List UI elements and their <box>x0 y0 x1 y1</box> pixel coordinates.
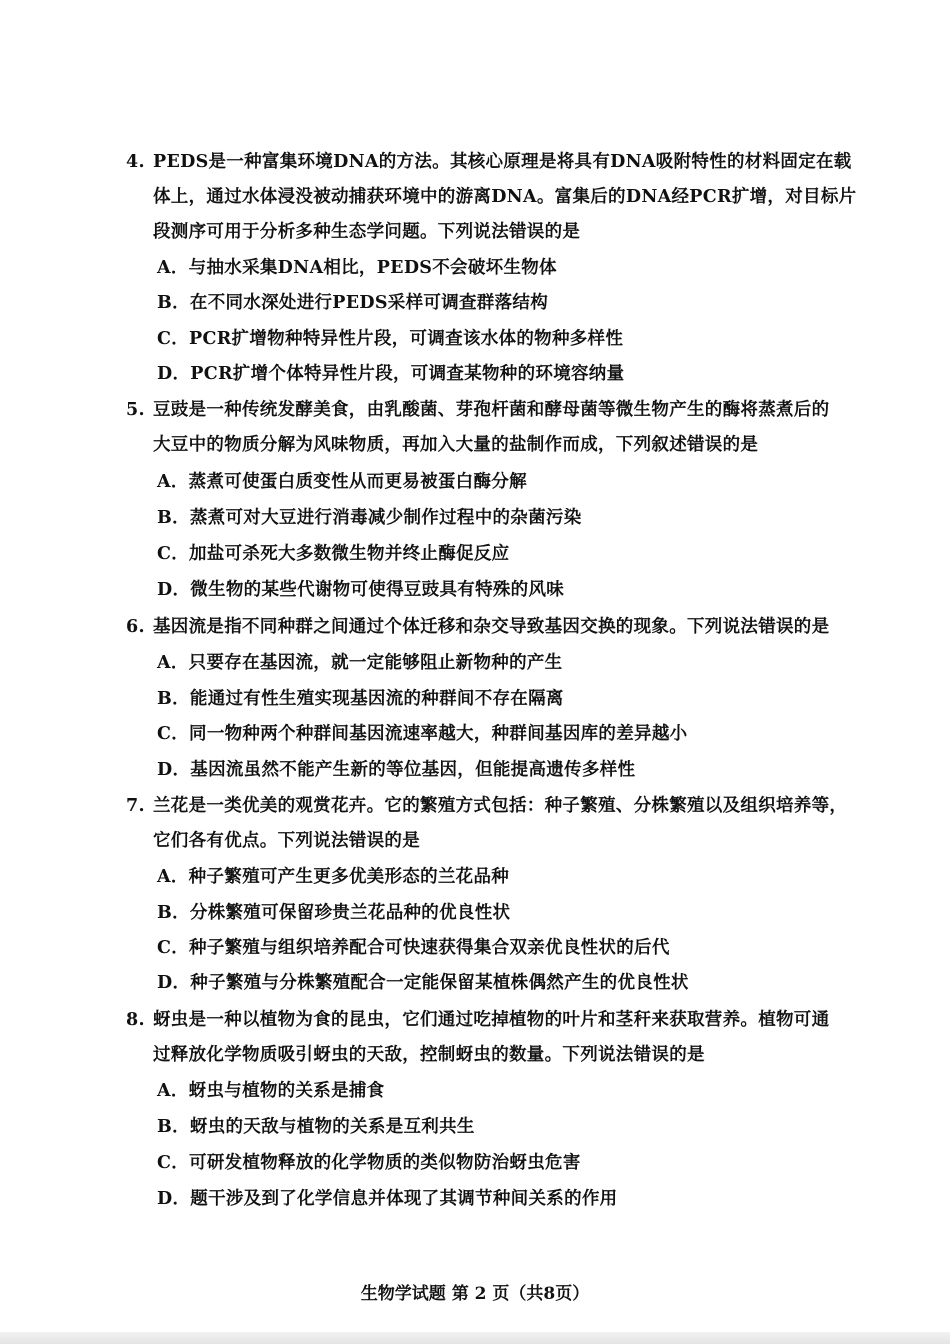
option-b: B．在不同水深处进行PEDS采样可调查群落结构 <box>157 293 549 313</box>
question-stem-line: 它们各有优点。下列说法错误的是 <box>153 831 420 851</box>
option-c: C．种子繁殖与组织培养配合可快速获得集合双亲优良性状的后代 <box>157 938 670 958</box>
question-number: 7. <box>126 796 145 816</box>
question-stem-line: 体上，通过水体浸没被动捕获环境中的游离DNA。富集后的DNA经PCR扩增，对目标片 <box>153 187 857 207</box>
option-b: B．能通过有性生殖实现基因流的种群间不存在隔离 <box>157 689 564 709</box>
question-stem-line: 豆豉是一种传统发酵美食，由乳酸菌、芽孢杆菌和酵母菌等微生物产生的酶将蒸煮后的 <box>153 400 830 420</box>
option-d: D．题干涉及到了化学信息并体现了其调节种间关系的作用 <box>157 1189 618 1209</box>
option-d: D．种子繁殖与分株繁殖配合一定能保留某植株偶然产生的优良性状 <box>157 973 689 993</box>
question-stem-line: 基因流是指不同种群之间通过个体迁移和杂交导致基因交换的现象。下列说法错误的是 <box>153 617 830 637</box>
question-stem-line: 过释放化学物质吸引蚜虫的天敌，控制蚜虫的数量。下列说法错误的是 <box>153 1045 705 1065</box>
question-stem-line: 段测序可用于分析多种生态学问题。下列说法错误的是 <box>153 222 581 242</box>
question-stem-line: PEDS是一种富集环境DNA的方法。其核心原理是将具有DNA吸附特性的材料固定在载 <box>153 152 852 172</box>
option-c: C．可研发植物释放的化学物质的类似物防治蚜虫危害 <box>157 1153 581 1173</box>
question-stem-line: 兰花是一类优美的观赏花卉。它的繁殖方式包括：种子繁殖、分株繁殖以及组织培养等， <box>153 796 848 816</box>
option-d: D．基因流虽然不能产生新的等位基因，但能提高遗传多样性 <box>157 760 636 780</box>
option-d: D．PCR扩增个体特异性片段，可调查某物种的环境容纳量 <box>157 364 625 384</box>
question-stem-line: 大豆中的物质分解为风味物质，再加入大量的盐制作而成，下列叙述错误的是 <box>153 435 759 455</box>
option-c: C．PCR扩增物种特异性片段，可调查该水体的物种多样性 <box>157 329 624 349</box>
option-b: B．蒸煮可对大豆进行消毒减少制作过程中的杂菌污染 <box>157 508 582 528</box>
question-number: 8. <box>126 1010 145 1030</box>
option-a: A．只要存在基因流，就一定能够阻止新物种的产生 <box>157 653 563 673</box>
option-c: C．同一物种两个种群间基因流速率越大，种群间基因库的差异越小 <box>157 724 688 744</box>
option-b: B．分株繁殖可保留珍贵兰花品种的优良性状 <box>157 903 511 923</box>
question-number: 5. <box>126 400 145 420</box>
question-stem-line: 蚜虫是一种以植物为食的昆虫，它们通过吃掉植物的叶片和茎秆来获取营养。植物可通 <box>153 1010 830 1030</box>
option-a: A．蚜虫与植物的关系是捕食 <box>157 1081 385 1101</box>
question-number: 6. <box>126 617 145 637</box>
option-c: C．加盐可杀死大多数微生物并终止酶促反应 <box>157 544 510 564</box>
option-a: A．与抽水采集DNA相比，PEDS不会破坏生物体 <box>157 258 557 278</box>
option-d: D．微生物的某些代谢物可使得豆豉具有特殊的风味 <box>157 580 565 600</box>
page-footer: 生物学试题 第 2 页（共8页） <box>360 1284 590 1304</box>
option-a: A．蒸煮可使蛋白质变性从而更易被蛋白酶分解 <box>157 472 527 492</box>
option-a: A．种子繁殖可产生更多优美形态的兰花品种 <box>157 867 510 887</box>
scan-edge <box>0 1332 950 1344</box>
question-number: 4. <box>126 152 145 172</box>
option-b: B．蚜虫的天敌与植物的关系是互利共生 <box>157 1117 475 1137</box>
